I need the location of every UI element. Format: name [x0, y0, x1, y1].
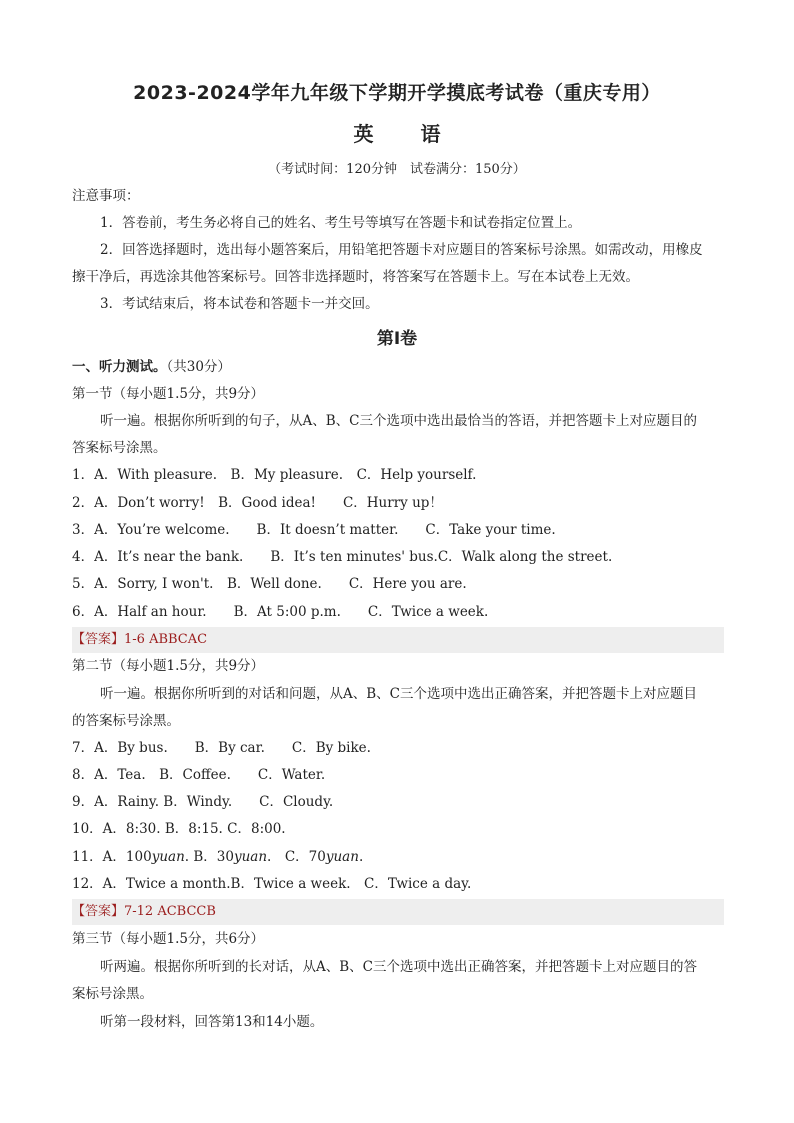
- q11-unit-b: yuan: [233, 849, 268, 865]
- part1-heading-suffix: （共30分）: [166, 359, 231, 375]
- note-item-2: 2．回答选择题时，选出每小题答案后，用铅笔把答题卡对应题目的答案标号涂黑。如需改动，用橡皮: [100, 242, 703, 258]
- subject-title: 英 语: [353, 122, 441, 146]
- question-2: 2．A．Don’t worry! B．Good idea! C．Hurry up！: [72, 495, 443, 511]
- q11-unit-a: yuan: [151, 849, 185, 865]
- sec1-title: 第一节（每小题1.5分，共9分）: [72, 386, 265, 402]
- volume-heading: 第I卷: [376, 329, 418, 349]
- question-9: 9．A．Rainy. B．Windy. C．Cloudy.: [72, 794, 334, 810]
- question-12: 12．A．Twice a month.B．Twice a week. C．Twice a day.: [72, 876, 472, 892]
- note-item-3: 3．考试结束后，将本试卷和答题卡一并交回。: [100, 296, 379, 312]
- q11-part-a: 11．A．100: [72, 849, 152, 865]
- sec2-instruction: 听一遍。根据你所听到的对话和问题，从A、B、C三个选项中选出正确答案，并把答题卡上对应题目: [100, 686, 697, 702]
- part1-heading: [72, 357, 231, 377]
- q11-part-c: . C．70: [267, 849, 326, 865]
- part1-heading-text: 一、听力测试。: [72, 359, 167, 375]
- question-8: 8．A．Tea. B．Coffee. C．Water.: [72, 767, 326, 783]
- question-5: 5．A．Sorry, I won't. B．Well done. C．Here you are.: [72, 576, 467, 592]
- sec1-instruction: 听一遍。根据你所听到的句子，从A、B、C三个选项中选出最恰当的答语，并把答题卡上对应题目的: [100, 413, 697, 429]
- time-info: （考试时间：120分钟 试卷满分：150分）: [268, 162, 526, 177]
- q11-end: .: [358, 849, 364, 865]
- question-6: 6．A．Half an hour. B．At 5:00 p.m. C．Twice a week.: [72, 604, 489, 620]
- q11-part-b: . B．30: [184, 849, 234, 865]
- question-3: 3．A．You’re welcome. B．It doesn’t matter. C．Take your time.: [72, 522, 556, 538]
- sec2-instruction-cont: 的答案标号涂黑。: [72, 713, 180, 729]
- exam-title: 2023-2024学年九年级下学期开学摸底考试卷（重庆专用）: [133, 82, 661, 104]
- question-4: 4．A．It’s near the bank. B．It’s ten minutes' bus.C．Walk along the street.: [72, 549, 613, 565]
- answer-7-12: 【答案】7-12 ACBCCB: [72, 904, 216, 919]
- question-11: [72, 847, 363, 867]
- question-7: 7．A．By bus. B．By car. C．By bike.: [72, 740, 371, 756]
- answer-1-6: 【答案】1-6 ABBCAC: [72, 632, 208, 647]
- notes-label: 注意事项：: [72, 188, 140, 204]
- sec1-instruction-cont: 答案标号涂黑。: [72, 440, 167, 456]
- note-item-2-cont: 擦干净后，再选涂其他答案标号。回答非选择题时，将答案写在答题卡上。写在本试卷上无效。: [72, 269, 639, 285]
- note-item-1: 1．答卷前，考生务必将自己的姓名、考生号等填写在答题卡和试卷指定位置上。: [100, 215, 582, 231]
- q11-unit-c: yuan: [325, 849, 359, 865]
- sec3-instruction-cont: 案标号涂黑。: [72, 986, 153, 1002]
- sec3-material-note: 听第一段材料，回答第13和14小题。: [100, 1014, 324, 1030]
- question-10: 10．A．8:30. B．8:15. C．8:00.: [72, 821, 286, 837]
- question-1: 1．A．With pleasure. B．My pleasure. C．Help yourself.: [72, 467, 477, 483]
- sec3-instruction: 听两遍。根据你所听到的长对话，从A、B、C三个选项中选出正确答案，并把答题卡上对应题目的答: [100, 959, 697, 975]
- sec3-title: 第三节（每小题1.5分，共6分）: [72, 931, 265, 947]
- sec2-title: 第二节（每小题1.5分，共9分）: [72, 658, 265, 674]
